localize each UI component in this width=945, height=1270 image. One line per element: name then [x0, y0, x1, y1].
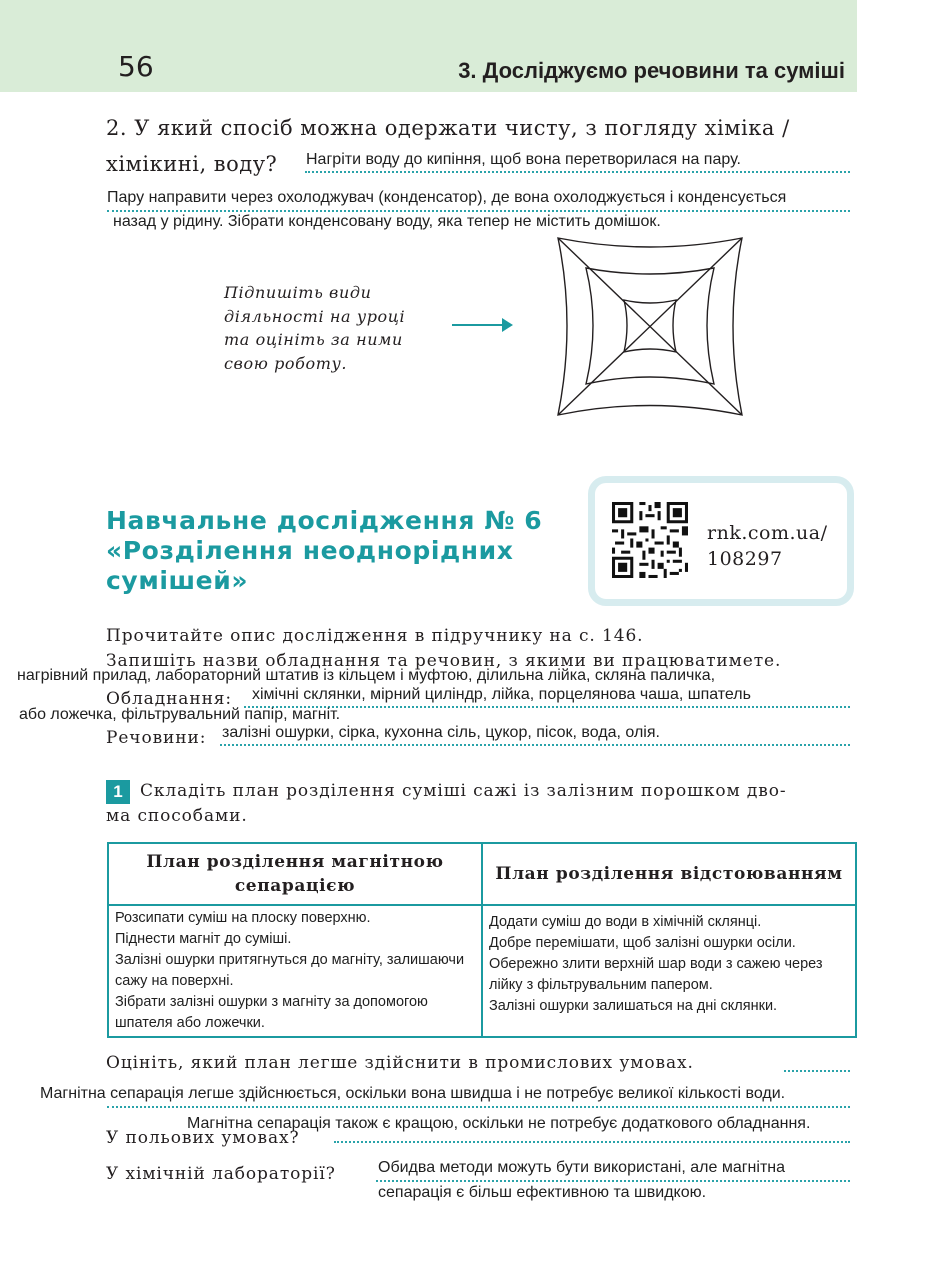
- plan-step: Залізні ошурки притягнуться до магніту, залишаючи сажу на поверхні.: [115, 952, 465, 989]
- substances-answer: залізні ошурки, сірка, кухонна сіль, цукор, пісок, вода, олія.: [222, 724, 660, 741]
- reflection-line: свою роботу.: [224, 353, 348, 373]
- arrow-icon: [452, 324, 506, 326]
- instruction-line-1: Прочитайте опис дослідження в підручнику на с. 146.: [106, 626, 644, 646]
- settling-plan-cell: [482, 905, 856, 1037]
- investigation-title-line: Навчальне дослідження № 6: [106, 506, 543, 535]
- field-answer: Магнітна сепарація також є кращою, оскільки не потребує додаткового обладнання.: [187, 1115, 811, 1132]
- plan-step: Обережно злити верхній шар води з сажею через лійку з фільтрувальним папером.: [489, 956, 823, 993]
- plan-step: Залізні ошурки залишаться на дні склянки.: [489, 998, 778, 1014]
- plan-step: Зібрати залізні ошурки з магніту за допомогою шпателя або ложечки.: [115, 994, 428, 1031]
- equipment-label: Обладнання:: [106, 689, 233, 709]
- answer-dotted-line: [220, 744, 850, 746]
- answer-dotted-line: [784, 1070, 850, 1072]
- equipment-answer-1: нагрівний прилад, лабораторний штатив із кільцем і муфтою, ділильна лійка, скляна паличка,: [17, 667, 716, 684]
- reflection-prompt: [224, 281, 405, 375]
- question-2-answer-2: Пару направити через охолоджувач (конденсатор), де вона охолоджується і конденсується: [107, 189, 787, 206]
- answer-dotted-line: [107, 1106, 850, 1108]
- link-line: rnk.com.ua/: [707, 522, 828, 544]
- answer-dotted-line: [107, 210, 850, 212]
- arrow-head-icon: [502, 318, 513, 332]
- lab-question: У хімічній лабораторії?: [106, 1164, 336, 1184]
- question-2-line-2: хімікині, воду?: [106, 152, 278, 176]
- table-header-magnetic: План розділення магнітною сепарацією: [108, 843, 482, 905]
- task-1-line-2: ма способами.: [106, 806, 248, 826]
- lab-answer-1: Обидва методи можуть бути використані, але магнітна: [378, 1159, 786, 1176]
- answer-dotted-line: [334, 1141, 850, 1143]
- investigation-title-line: сумішей»: [106, 566, 249, 595]
- table-header-settling: План розділення відстоюванням: [482, 843, 856, 905]
- industrial-question: Оцініть, який план легше здійснити в промислових умовах.: [106, 1053, 694, 1073]
- industrial-answer: Магнітна сепарація легше здійснюється, оскільки вона швидша і не потребує великої кількості води.: [40, 1085, 786, 1102]
- plan-step: Добре перемішати, щоб залізні ошурки осіли.: [489, 935, 796, 951]
- reflection-line: та оцініть за ними: [224, 330, 403, 349]
- qr-link-text[interactable]: [707, 520, 827, 572]
- question-2-line-1: 2. У який спосіб можна одержати чисту, з погляду хіміка /: [106, 116, 790, 140]
- separation-plan-table: [107, 842, 857, 1038]
- link-line: 108297: [707, 548, 783, 570]
- magnetic-plan-cell: [108, 905, 482, 1037]
- qr-code-icon[interactable]: [612, 502, 688, 578]
- question-2-answer-1: Нагріти воду до кипіння, щоб вона перетворилася на пару.: [306, 151, 741, 168]
- reflection-line: Підпишіть види: [224, 283, 372, 302]
- answer-dotted-line: [376, 1180, 850, 1182]
- equipment-answer-2: хімічні склянки, мірний циліндр, лійка, порцелянова чаша, шпатель: [252, 686, 751, 703]
- investigation-title: [106, 506, 542, 596]
- investigation-title-line: «Розділення неоднорідних: [106, 536, 514, 565]
- lab-answer-2: сепарація є більш ефективною та швидкою.: [378, 1184, 707, 1201]
- substances-label: Речовини:: [106, 728, 207, 748]
- reflection-line: діяльності на уроці: [224, 306, 406, 326]
- plan-step: Розсипати суміш на плоску поверхню.: [115, 910, 371, 926]
- task-number-badge: 1: [106, 780, 130, 804]
- chapter-title: 3. Досліджуємо речовини та суміші: [458, 58, 845, 83]
- plan-step: Піднести магніт до суміші.: [115, 931, 292, 947]
- answer-dotted-line: [305, 171, 850, 173]
- reflection-web-diagram: [550, 230, 750, 420]
- instruction-line-2: Запишіть назви обладнання та речовин, з якими ви працюватимете.: [106, 651, 782, 671]
- equipment-answer-3: або ложечка, фільтрувальний папір, магніт.: [19, 706, 341, 723]
- plan-step: Додати суміш до води в хімічній склянці.: [489, 914, 762, 930]
- task-1-line-1: Складіть план розділення суміші сажі із залізним порошком дво-: [140, 781, 787, 801]
- page-number: 56: [118, 50, 154, 83]
- question-2-answer-3: назад у рідину. Зібрати конденсовану воду, яка тепер не містить домішок.: [113, 213, 661, 230]
- field-question: У польових умовах?: [106, 1128, 300, 1148]
